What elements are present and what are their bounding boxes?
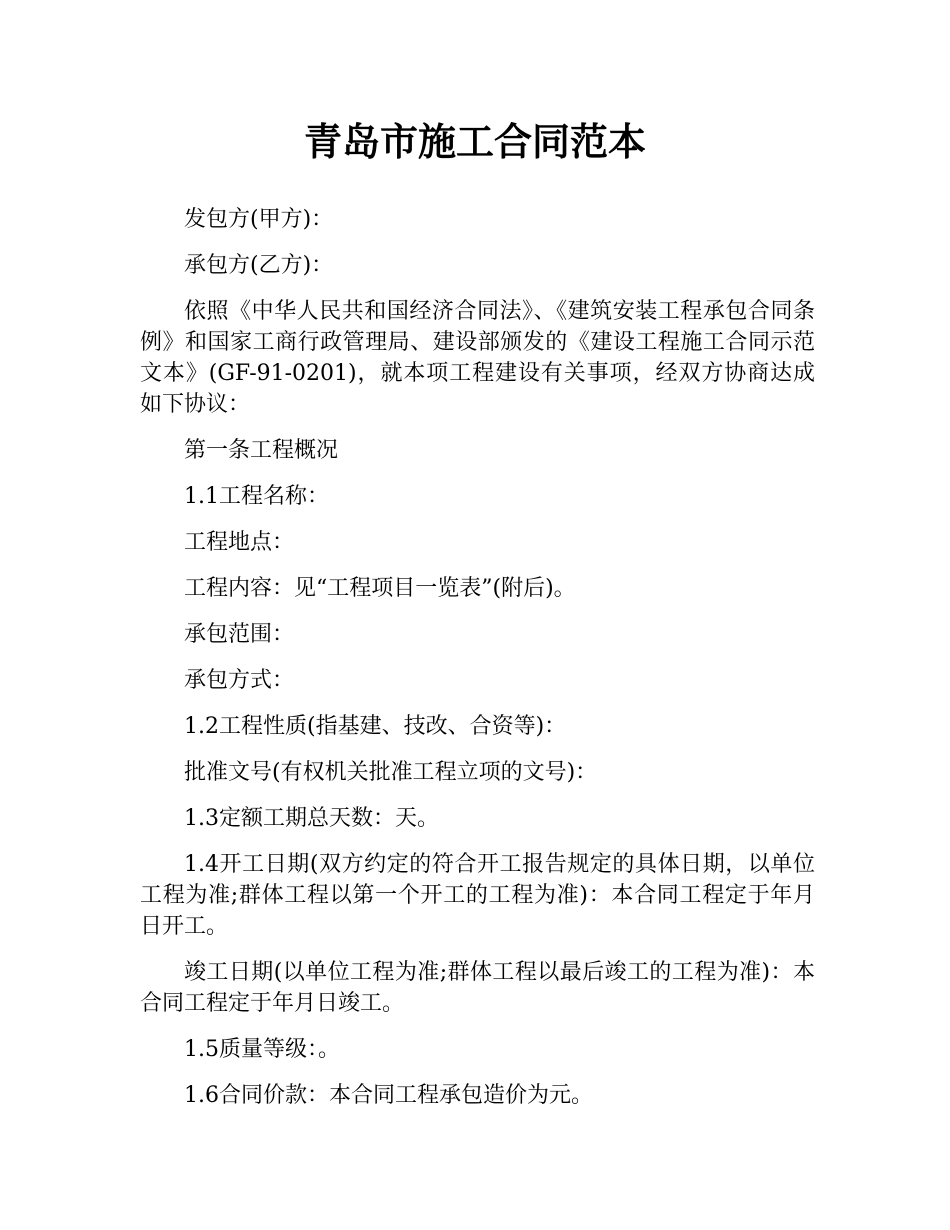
- paragraph-project-name: 1.1工程名称：: [184, 484, 329, 509]
- paragraph-employer: 发包方(甲方)：: [184, 207, 334, 232]
- paragraph-project-content: 工程内容：见“工程项目一览表”(附后)。: [184, 576, 576, 601]
- paragraph-preamble: 依照《中华人民共和国经济合同法》、《建筑安装工程承包合同条例》和国家工商行政管理局、建设部颁发的《建设工程施工合同示范文本》(GF-91-0201)，就本项工程建设有关事项，经双方协商达成如下协议：: [140, 299, 815, 417]
- paragraph-approval-number: 批准文号(有权机关批准工程立项的文号)：: [184, 760, 598, 785]
- section-heading-article-1: 第一条工程概况: [184, 438, 339, 463]
- paragraph-contract-price: 1.6合同价款：本合同工程承包造价为元。: [184, 1083, 593, 1108]
- paragraph-completion-date: 竣工日期(以单位工程为准;群体工程以最后竣工的工程为准)：本合同工程定于年月日竣工。: [140, 960, 815, 1016]
- paragraph-project-location: 工程地点：: [184, 530, 295, 555]
- paragraph-project-nature: 1.2工程性质(指基建、技改、合资等)：: [184, 714, 567, 739]
- paragraph-quality-grade: 1.5质量等级：。: [184, 1037, 340, 1062]
- paragraph-contract-scope: 承包范围：: [184, 622, 295, 647]
- document-body: [140, 204, 815, 1126]
- paragraph-duration: 1.3定额工期总天数：天。: [184, 806, 439, 831]
- paragraph-contract-method: 承包方式：: [184, 668, 295, 693]
- paragraph-start-date: 1.4开工日期(双方约定的符合开工报告规定的具体日期，以单位工程为准;群体工程以第一个开工的工程为准)：本合同工程定于年月日开工。: [140, 852, 815, 939]
- paragraph-contractor: 承包方(乙方)：: [184, 253, 334, 278]
- document-title: 青岛市施工合同范本: [303, 120, 646, 164]
